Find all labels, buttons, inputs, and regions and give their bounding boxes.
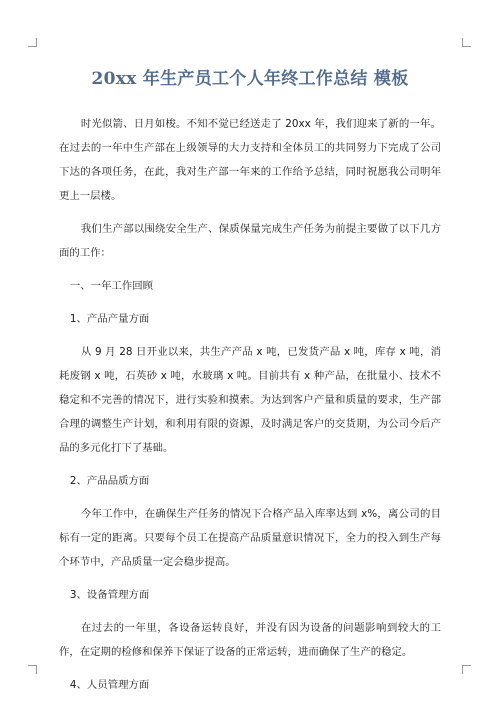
paragraph-work-overview: 我们生产部以围绕安全生产、保质保量完成生产任务为前提主要做了以下几方面的工作： [59,223,441,259]
document-body [59,112,441,697]
paragraph-equipment: 在过去的一年里，各设备运转良好，并没有因为设备的问题影响到较大的工作，在定期的检修和保养下保证了设备的正常运转，进而确保了生产的稳定。 [59,622,441,658]
paragraph-product-output: 从 9 月 28 日开业以来，共生产产品 x 吨，已发货产品 x 吨，库存 x 吨，消耗废钢 x 吨，石英砂 x 吨，水玻璃 x 吨。目前共有 x 种产品，在批量小、技术不稳定和不完善的情况下，进行实验和摸索。为达到客户产量和质量的要求，生产部合理的调整生产计划，和利用有限的资源，及时满足客户的交货期，为公司今后产品的多元化打下了基础。 [59,346,441,454]
crop-mark-top-left [28,38,37,47]
crop-mark-bottom-left [28,665,37,674]
heading-product-quality: 2、产品品质方面 [69,475,150,487]
crop-mark-bottom-right [462,665,471,674]
heading-personnel: 4、人员管理方面 [69,679,150,691]
paragraph-product-quality: 今年工作中，在确保生产任务的情况下合格产品入库率达到 x%，离公司的目标有一定的距离。只要每个员工在提高产品质量意识情况下，全力的投入到生产每个环节中，产品质量一定会稳步提高。 [59,508,441,568]
heading-equipment: 3、设备管理方面 [69,589,150,601]
crop-mark-top-right [462,38,471,47]
heading-product-output: 1、产品产量方面 [69,313,150,325]
heading-year-review: 一、一年工作回顾 [69,280,154,292]
document-title: 20xx 年生产员工个人年终工作总结 模板 [91,69,409,89]
paragraph-intro: 时光似箭、日月如梭。不知不觉已经送走了 20xx 年，我们迎来了新的一年。在过去的一年中生产部在上级领导的大力支持和全体员工的共同努力下完成了公司下达的各项任务，在此，我对生产部一年来的工作给予总结，同时祝愿我公司明年更上一层楼。 [59,118,441,202]
